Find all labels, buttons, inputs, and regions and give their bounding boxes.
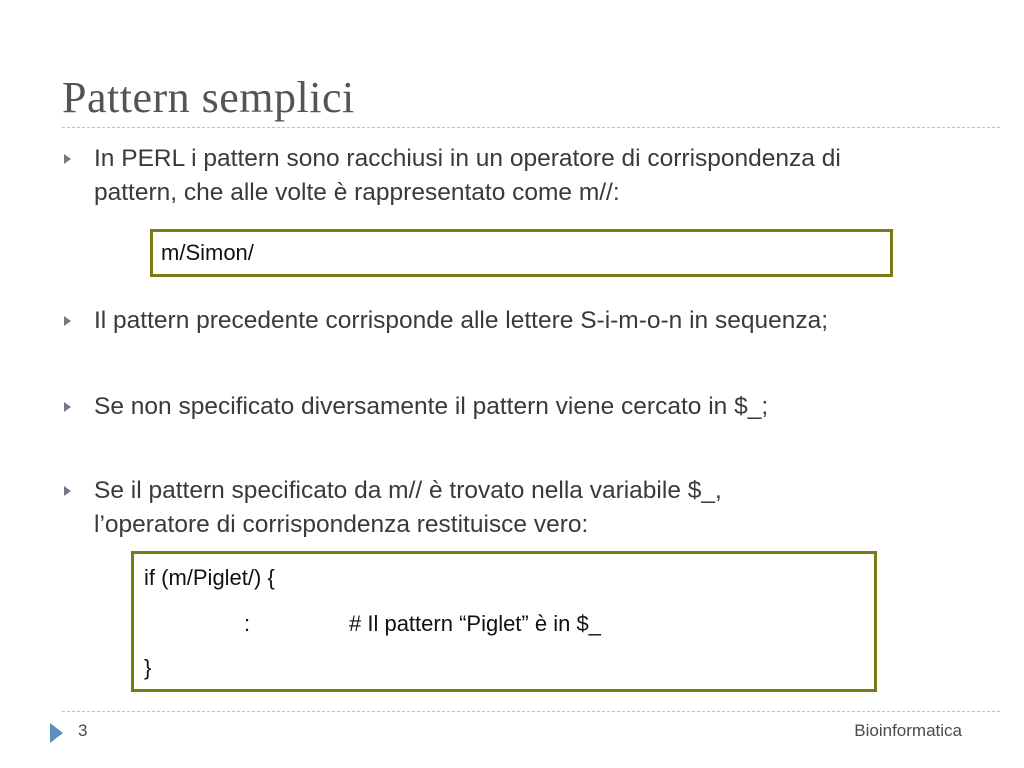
bullet-line: Se il pattern specificato da m// è trovato nella variabile $_,: [94, 477, 722, 504]
code-line: }: [144, 655, 152, 680]
bullet-item-1: [64, 142, 841, 210]
code-comment: # Il pattern “Piglet” è in $_: [349, 611, 601, 636]
slide-title: Pattern semplici: [62, 73, 355, 122]
bullet-line: In PERL i pattern sono racchiusi in un operatore di corrispondenza di: [94, 145, 841, 172]
bullet-arrow-icon: [64, 486, 71, 496]
code-line: if (m/Piglet/) {: [144, 565, 275, 590]
code-colon: :: [244, 611, 251, 636]
footer-arrow-icon: [50, 723, 63, 743]
bullet-arrow-icon: [64, 316, 71, 326]
bullet-line: l’operatore di corrispondenza restituisce vero:: [94, 511, 589, 538]
code-box-piglet: [131, 551, 877, 692]
code-line: m/Simon/: [161, 240, 254, 265]
page-number: 3: [78, 721, 88, 740]
footer-course: Bioinformatica: [854, 721, 962, 740]
bullet-item-4: [64, 474, 722, 542]
bullet-item-3: [64, 390, 768, 424]
bullet-line: Il pattern precedente corrisponde alle lettere S-i-m-o-n in sequenza;: [94, 307, 829, 334]
code-box-simon: [150, 229, 893, 277]
bullet-line: pattern, che alle volte è rappresentato come m//:: [94, 179, 620, 206]
bullet-arrow-icon: [64, 154, 71, 164]
bullet-item-2: [64, 304, 828, 338]
title-divider: [62, 127, 1000, 128]
bullet-arrow-icon: [64, 402, 71, 412]
footer-divider: [62, 711, 1000, 712]
bullet-line: Se non specificato diversamente il pattern viene cercato in $_;: [94, 393, 769, 420]
